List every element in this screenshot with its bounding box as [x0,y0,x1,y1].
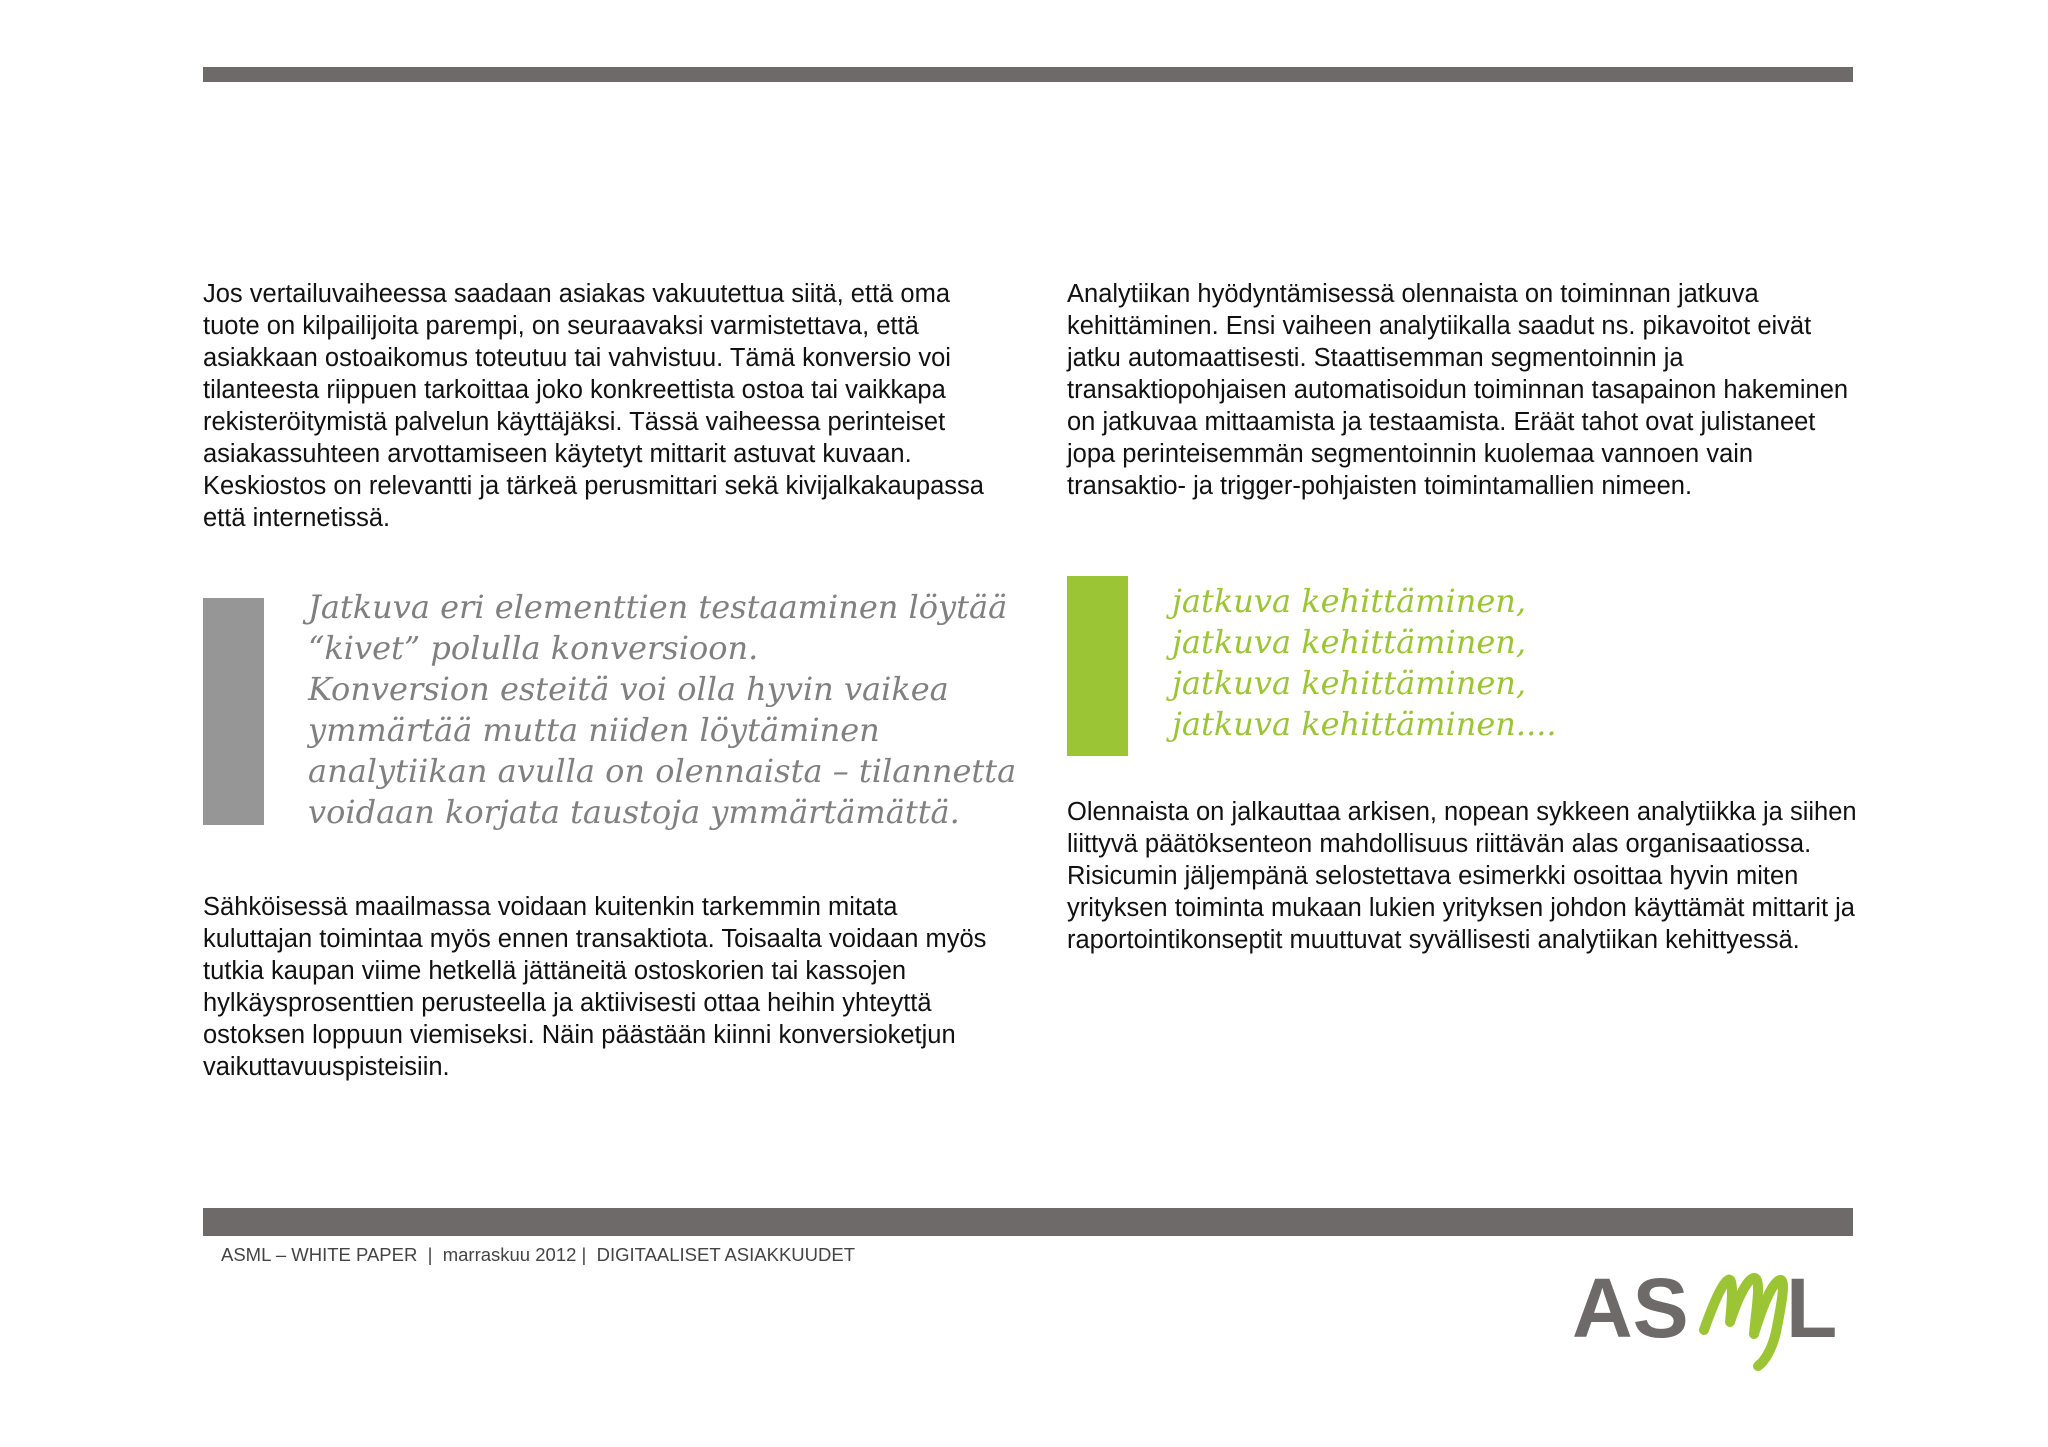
quote-line: Jatkuva eri elementtien testaaminen löytää [308,588,1008,626]
left-column-para-2 [203,891,1003,1083]
body-paragraph: Olennaista on jalkauttaa arkisen, nopean sykkeen analytiikka ja siihen liittyvä päätöksenteon mahdollisuus riittävän alas organisaatiossa. Risicumin jäljempänä selostettava esimerkki osoittaa hyvin miten yrityksen toiminta mukaan lukien yrityksen johdon käyttämät mittarit ja raportointikonseptit muuttuvat syvällisesti analytiikan kehittyessä. [1067,798,1857,954]
logo-m-mark [1704,1278,1783,1366]
header-rule [203,67,1853,82]
quote-line: jatkuva kehittäminen.... [1172,705,1557,743]
logo-letter-l: L [1786,1262,1838,1355]
right-column-para-2 [1067,796,1867,956]
quote-line: jatkuva kehittäminen, [1172,664,1527,702]
quote-line: jatkuva kehittäminen, [1172,623,1527,661]
quote-bar-gray [203,598,264,825]
quote-line: Konversion esteitä voi olla hyvin vaikea [308,670,949,708]
quote-text [308,587,1016,833]
left-column-para-1 [203,278,1003,534]
quote-line: jatkuva kehittäminen, [1172,582,1527,620]
right-column-para-1 [1067,278,1867,502]
quote-line: ymmärtää mutta niiden löytäminen [308,711,880,749]
left-pull-quote [203,587,1023,847]
asml-logo [1572,1262,1862,1372]
footer-text: ASML – WHITE PAPER | marraskuu 2012 | DIGITAALISET ASIAKKUUDET [221,1244,856,1265]
quote-line: “kivet” polulla konversioon. [308,629,759,667]
body-paragraph: Jos vertailuvaiheessa saadaan asiakas vakuutettua siitä, että oma tuote on kilpailijoita parempi, on seuraavaksi varmistettava, että asiakkaan ostoaikomus toteutuu tai vahvistuu. Tämä konversio voi tilanteesta riippuen tarkoittaa joko konkreettista ostoa tai vaikkapa rekisteröitymistä palvelun käyttäjäksi. Tässä vaiheessa perinteiset asiakassuhteen arvottamiseen käytetyt mittarit astuvat kuvaan. Keskiostos on relevantti ja tärkeä perusmittari sekä kivijalkakaupassa että internetissä. [203,280,984,532]
footer-rule [203,1208,1853,1236]
quote-line: voidaan korjata taustoja ymmärtämättä. [308,793,960,831]
logo-letters-as: AS [1572,1262,1689,1355]
quote-text [1172,581,1557,745]
body-paragraph: Sähköisessä maailmassa voidaan kuitenkin tarkemmin mitata kuluttajan toimintaa myös ennen transaktiota. Toisaalta voidaan myös tutkia kaupan viime hetkellä jättäneitä ostoskorien tai kassojen hylkäysprosenttien perusteella ja aktiivisesti ottaa heihin yhteyttä ostoksen loppuun viemiseksi. Näin päästään kiinni konversioketjun vaikuttavuuspisteisiin. [203,893,987,1081]
quote-bar-green [1067,576,1128,756]
quote-line: analytiikan avulla on olennaista – tilannetta [308,752,1017,790]
right-pull-quote [1067,576,1667,761]
body-paragraph: Analytiikan hyödyntämisessä olennaista on toiminnan jatkuva kehittäminen. Ensi vaiheen analytiikalla saadut ns. pikavoitot eivät jatku automaattisesti. Staattisemman segmentoinnin ja transaktiopohjaisen automatisoidun toiminnan tasapainon hakeminen on jatkuvaa mittaamista ja testaamista. Eräät tahot ovat julistaneet jopa perinteisemmän segmentoinnin kuolemaa vannoen vain transaktio- ja trigger-pohjaisten toimintamallien nimeen. [1067,280,1849,500]
